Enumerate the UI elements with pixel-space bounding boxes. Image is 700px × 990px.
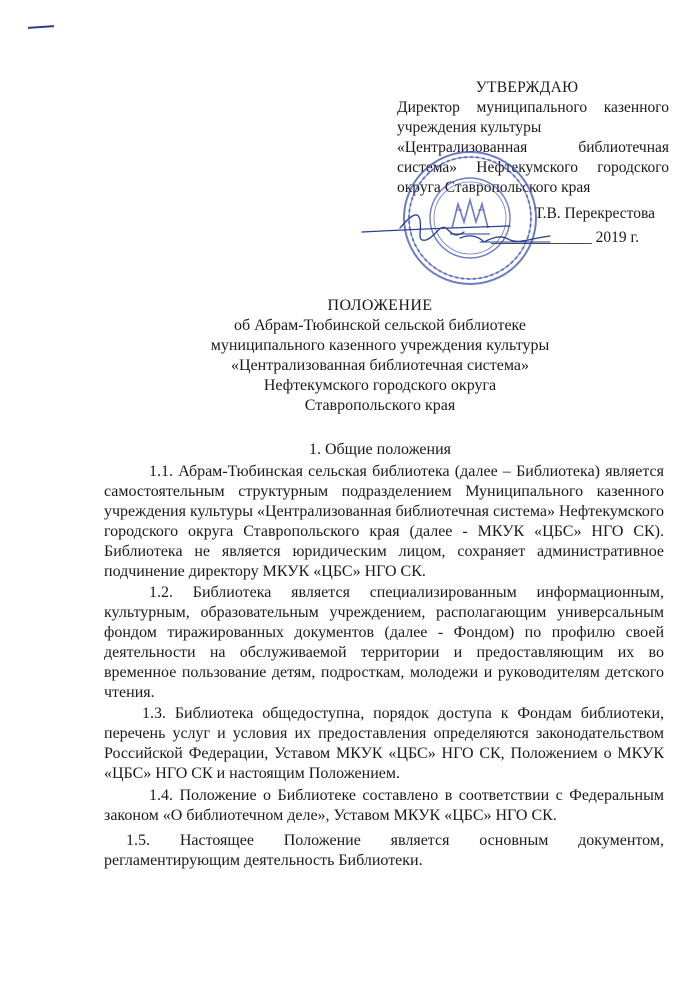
signature-scribble-icon — [360, 198, 560, 258]
approval-heading: УТВЕРЖДАЮ — [475, 79, 579, 96]
document-subtitle-line: «Централизованная библиотечная система» — [231, 357, 529, 374]
approval-line: учреждения культуры — [397, 119, 542, 136]
document-subtitle-line: Ставропольского края — [304, 397, 456, 414]
approval-line: «Централизованная библиотечная — [397, 139, 669, 156]
approval-signature-name: Т.В. Перекрестова — [534, 205, 655, 222]
document-subtitle-line: муниципального казенного учреждения культуры — [210, 337, 550, 354]
section-body — [104, 462, 664, 871]
section-heading: 1. Общие положения — [308, 441, 452, 458]
paragraph-1-4: 1.4. Положение о Библиотеке составлено в соответствии с Федеральным законом «О библиотечном деле», Уставом МКУК «ЦБС» НГО СК. — [104, 787, 664, 824]
approval-line: округа Ставропольского края — [397, 179, 591, 196]
paragraph-1-5: 1.5. Настоящее Положение является основным документом, регламентирующим деятельность Библиотеки. — [104, 832, 664, 869]
document-subtitle-line: об Абрам-Тюбинской сельской библиотеке — [233, 317, 527, 334]
document-subtitle-line: Нефтекумского городского округа — [263, 377, 497, 394]
approval-line: Директор муниципального казенного — [397, 99, 669, 116]
document-title-block — [140, 296, 620, 416]
paragraph-1-3: 1.3. Библиотека общедоступна, порядок доступа к Фондам библиотеки, перечень услуг и условия их предоставления определяются законодательством Российской Федерации, Уставом МКУК «ЦБС» НГО СК, Положением о МКУК «ЦБС» НГО СК и настоящим Положением. — [104, 705, 664, 782]
approval-line: система» Нефтекумского городского — [397, 159, 669, 176]
document-title: ПОЛОЖЕНИЕ — [327, 297, 433, 314]
paragraph-1-2: 1.2. Библиотека является специализированным информационным, культурным, образовательным учреждением, располагающим универсальным фондом тиражированных документов (далее - Фондом) по профилю своей деятельности на обслуживаемой территории и предоставляющим их во временное пользование детям, подросткам, молодежи и руководителям детского чтения. — [104, 584, 664, 701]
paragraph-1-1: 1.1. Абрам-Тюбинская сельская библиотека (далее – Библиотека) является самостоятельным структурным подразделением Муниципального казенного учреждения культуры «Централизованная библиотечная система» Нефтекумского городского округа Ставропольского края (далее - МКУК «ЦБС» НГО СК). Библиотека не является юридическим лицом, сохраняет административное подчинение директору МКУК «ЦБС» НГО СК. — [104, 463, 664, 580]
approval-date: _____________ 2019 г. — [491, 229, 639, 246]
pen-mark — [28, 25, 54, 29]
